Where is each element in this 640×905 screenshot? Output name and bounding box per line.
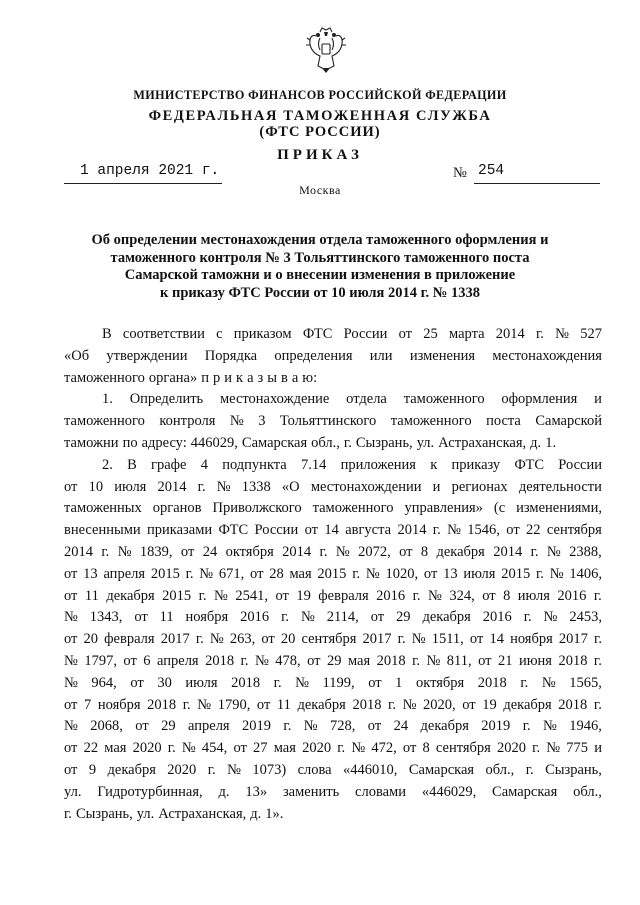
service-name: ФЕДЕРАЛЬНАЯ ТАМОЖЕННАЯ СЛУЖБА: [148, 108, 492, 124]
body-line: № 2068, от 29 апреля 2019 г. № 728, от 24 декабря 2019 г. № 1946,: [64, 718, 602, 735]
body-line: внесенными приказами ФТС России от 14 августа 2014 г. № 1546, от 22 сентября: [64, 522, 602, 539]
body-line: таможенного органа» п р и к а з ы в а ю:: [64, 369, 318, 386]
body-line: от 7 ноября 2018 г. № 1790, от 11 декабря 2018 г. № 2020, от 19 декабря 2018 г.: [64, 696, 602, 713]
subject-line: таможенного контроля № 3 Тольяттинского таможенного поста: [110, 249, 530, 266]
body-line: от 10 июля 2014 г. № 1338 «О местонахождении и регионах деятельности: [64, 478, 602, 495]
coat-of-arms-icon: [306, 26, 346, 74]
subject-line: Самарской таможни и о внесении изменения в приложение: [124, 267, 516, 283]
body-line: таможни по адресу: 446029, Самарская обл., г. Сызрань, ул. Астраханская, д. 1.: [64, 434, 557, 451]
body-line: таможенного контроля № 3 Тольяттинского таможенного поста Самарской: [64, 413, 602, 430]
body-line: № 964, от 30 июля 2018 г. № 1199, от 1 октября 2018 г. № 1565,: [64, 674, 602, 691]
subject-line: Об определении местонахождения отдела таможенного оформления и: [91, 232, 549, 248]
body-line: № 1797, от 6 апреля 2018 г. № 478, от 29 мая 2018 г. № 811, от 21 июня 2018 г.: [64, 652, 602, 669]
order-subject: [0, 232, 640, 302]
subject-line: к приказу ФТС России от 10 июля 2014 г. № 1338: [160, 284, 480, 301]
order-number: 254: [478, 163, 505, 179]
body-line: ул. Гидротурбинная, д. 13» заменить словами «446029, Самарская обл.,: [64, 783, 602, 800]
order-date: 1 апреля 2021 г.: [80, 163, 220, 179]
body-line: таможенных органов Приволжского таможенного управления» (с изменениями,: [64, 500, 602, 517]
document-type: ПРИКАЗ: [277, 147, 363, 163]
body-line: от 11 декабря 2015 г. № 2541, от 19 февраля 2016 г. № 324, от 8 июля 2016 г.: [64, 587, 602, 604]
body-line: «Об утверждении Порядка определения или изменения местонахождения: [64, 347, 602, 364]
body-line: 2. В графе 4 подпункта 7.14 приложения к приказу ФТС России: [102, 456, 602, 473]
body-line: от 20 февраля 2017 г. № 263, от 20 сентября 2017 г. № 1511, от 14 ноября 2017 г.: [64, 631, 602, 648]
city: Москва: [299, 183, 341, 197]
ministry-name: МИНИСТЕРСТВО ФИНАНСОВ РОССИЙСКОЙ ФЕДЕРАЦИИ: [133, 88, 507, 102]
body-line: г. Сызрань, ул. Астраханская, д. 1».: [64, 805, 284, 822]
body-line: № 1343, от 11 ноября 2016 г. № 2114, от 29 декабря 2016 г. № 2453,: [64, 609, 602, 626]
body-line: от 22 мая 2020 г. № 454, от 27 мая 2020 г. № 472, от 8 сентября 2020 г. № 775 и: [64, 740, 602, 757]
number-sign: №: [453, 165, 467, 181]
body-line: 1. Определить местонахождение отдела таможенного оформления и: [102, 391, 602, 408]
service-short-name: (ФТС РОССИИ): [259, 124, 381, 140]
body-line: от 13 апреля 2015 г. № 671, от 28 мая 2015 г. № 1020, от 13 июля 2015 г. № 1406,: [64, 565, 602, 582]
body-line: 2014 г. № 1839, от 24 октября 2014 г. № 2072, от 8 декабря 2014 г. № 2388,: [64, 543, 602, 560]
order-body: [64, 324, 602, 825]
body-line: В соответствии с приказом ФТС России от 25 марта 2014 г. № 527: [102, 326, 602, 342]
body-line: от 9 декабря 2020 г. № 1073) слова «446010, Самарская обл., г. Сызрань,: [64, 761, 602, 778]
